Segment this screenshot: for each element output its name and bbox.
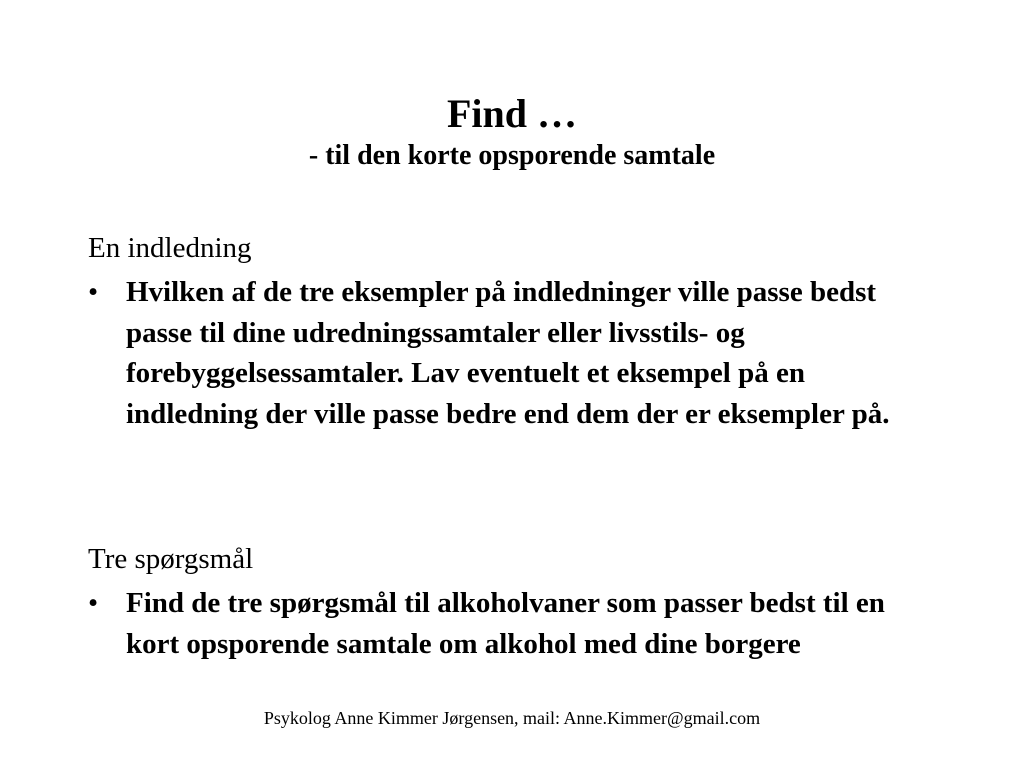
slide-footer: Psykolog Anne Kimmer Jørgensen, mail: Anne.Kimmer@gmail.com xyxy=(263,708,761,728)
section-heading-questions: Tre spørgsmål xyxy=(88,543,254,575)
slide-subtitle: - til den korte opsporende samtale xyxy=(308,140,716,171)
title-block xyxy=(0,90,1024,174)
slide-title: Find … xyxy=(446,91,578,136)
bullet-text-intro: Hvilken af de tre eksempler på indledninger ville passe bedst passe til dine udredningssamtaler eller livsstils- og forebyggelsessamtaler. Lav eventuelt et eksempel på en indledning der ville passe bedre end dem der er eksempler på. xyxy=(126,276,890,430)
bullet-icon: • xyxy=(88,587,99,619)
section-questions xyxy=(88,541,948,664)
bullet-item-questions xyxy=(88,583,948,664)
section-heading-intro: En indledning xyxy=(88,232,252,264)
section-intro xyxy=(88,230,948,434)
bullet-item-intro xyxy=(88,272,948,434)
bullet-icon: • xyxy=(88,276,99,308)
bullet-text-questions: Find de tre spørgsmål til alkoholvaner som passer bedst til en kort opsporende samtale om alkohol med dine borgere xyxy=(126,587,885,660)
